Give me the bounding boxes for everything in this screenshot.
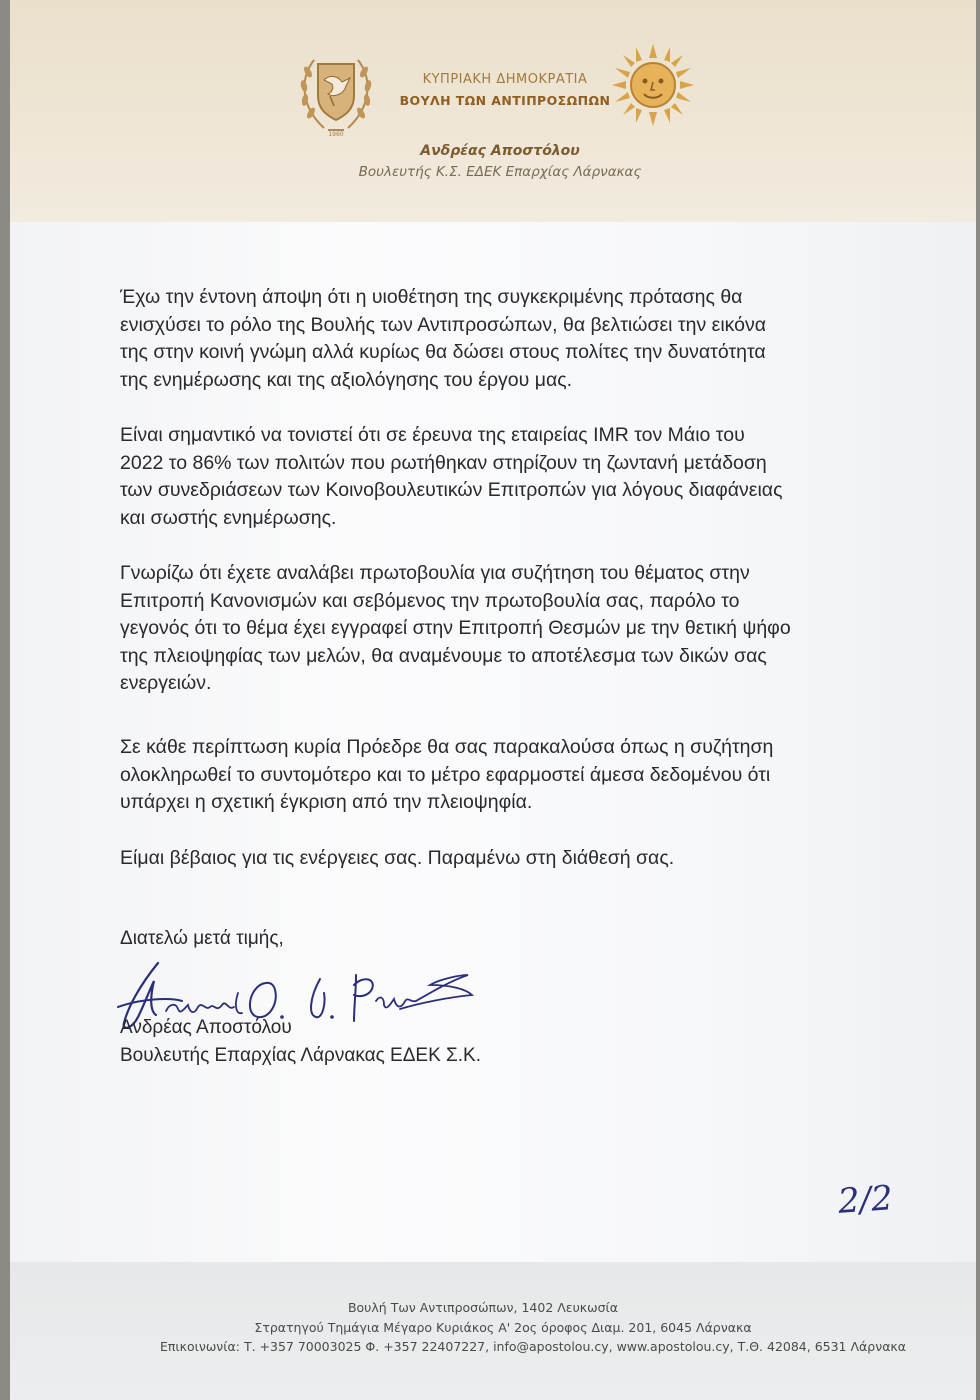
closing-salutation: Διατελώ μετά τιμής, <box>120 928 284 949</box>
text-line: Γνωρίζω ότι έχετε αναλάβει πρωτοβουλία για συζήτηση του θέματος στην <box>120 562 750 584</box>
letterhead <box>10 0 976 222</box>
text-line: και σωστής ενημέρωσης. <box>120 506 337 529</box>
text-line: υπάρχει η σχετική έγκριση από την πλειοψηφία. <box>120 791 533 813</box>
sun-logo-icon <box>610 42 696 128</box>
text-line: της στην κοινή γνώμη αλλά κυρίως θα δώσει στους πολίτες την δυνατότητα <box>120 341 766 363</box>
signatory-role: Βουλευτής Επαρχίας Λάρνακας ΕΔΕΚ Σ.Κ. <box>120 1045 481 1066</box>
paragraph-5 <box>120 845 900 873</box>
parliament-name: ΒΟΥΛΗ ΤΩΝ ΑΝΤΙΠΡΟΣΩΠΩΝ <box>399 93 611 108</box>
text-line: ολοκληρωθεί το συντομότερο και το μέτρο εφαρμοστεί άμεσα δεδομένου ότι <box>120 763 771 786</box>
text-line: Έχω την έντονη άποψη ότι η υιοθέτηση της συγκεκριμένης πρότασης θα <box>120 286 743 308</box>
text-line: της πλειοψηφίας των μελών, θα αναμένουμε το αποτέλεσμα των δικών σας <box>120 644 767 667</box>
letter-page <box>10 0 976 1400</box>
mp-name: Ανδρέας Αποστόλου <box>420 143 580 159</box>
svg-text:1960: 1960 <box>328 131 344 136</box>
cyprus-coat-of-arms-icon <box>294 50 378 136</box>
page-number: 2/2 <box>836 1178 895 1222</box>
paragraph-2 <box>120 422 900 532</box>
footer-address: Βουλή Των Αντιπροσώπων, 1402 Λευκωσία <box>347 1300 619 1315</box>
institution-name: ΚΥΠΡΙΑΚΗ ΔΗΜΟΚΡΑΤΙΑ <box>422 72 588 87</box>
footer-office-address: Στρατηγού Τημάγια Μέγαρο Κυριάκος Α' 2ος όροφος Διαμ. 201, 6045 Λάρνακα <box>254 1320 752 1335</box>
signatory-name: Ανδρέας Αποστόλου <box>120 1017 292 1038</box>
text-line: της ενημέρωσης και της αξιολόγησης του έργου μας. <box>120 368 573 391</box>
mp-role: Βουλευτής Κ.Σ. ΕΔΕΚ Επαρχίας Λάρνακας <box>358 164 642 180</box>
paragraph-1 <box>120 284 900 394</box>
text-line: Σε κάθε περίπτωση κυρία Πρόεδρε θα σας παρακαλούσα όπως η συζήτηση <box>120 736 774 758</box>
text-line: Επιτροπή Κανονισμών και σεβόμενος την πρωτοβουλία σας, παρόλο το <box>120 589 740 612</box>
text-line: Είναι σημαντικό να τονιστεί ότι σε έρευνα της εταιρείας IMR τον Μάιο του <box>120 424 745 446</box>
paragraph-3 <box>120 560 900 698</box>
text-line: Είμαι βέβαιος για τις ενέργειες σας. Παραμένω στη διάθεσή σας. <box>120 847 675 869</box>
text-line: ενεργειών. <box>120 672 212 694</box>
paragraph-4 <box>120 734 900 817</box>
text-line: των συνεδριάσεων των Κοινοβουλευτικών Επιτροπών για λόγους διαφάνειας <box>120 479 783 501</box>
text-line: ενισχύσει το ρόλο της Βουλής των Αντιπροσώπων, θα βελτιώσει την εικόνα <box>120 313 767 336</box>
text-line: γεγονός ότι το θέμα έχει εγγραφεί στην Επιτροπή Θεσμών με την θετική ψήφο <box>120 617 791 639</box>
footer-contact: Επικοινωνία: Τ. +357 70003025 Φ. +357 22407227, info@apostolou.cy, www.apostolou.cy, Τ.Θ. 42084, 6531 Λάρνακα <box>159 1339 907 1354</box>
text-line: 2022 το 86% των πολιτών που ρωτήθηκαν στηρίζουν τη ζωντανή μετάδοση <box>120 451 767 474</box>
